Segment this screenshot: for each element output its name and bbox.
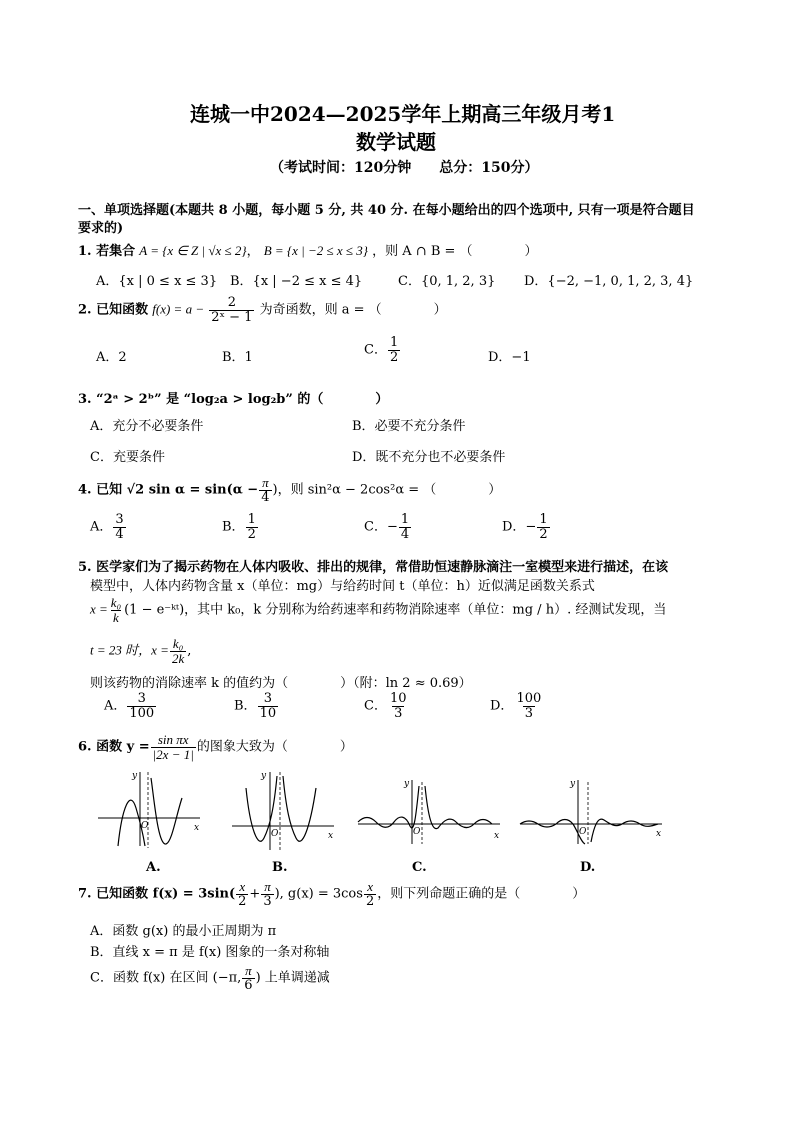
graph-b-x-label: x — [328, 831, 334, 841]
q7-six: 6 — [244, 977, 253, 993]
graph-d-label: D. — [580, 860, 596, 875]
q1-option-a: A．{x | 0 ≤ x ≤ 3} — [96, 274, 218, 289]
q5-opt-c-num: 10 — [389, 691, 407, 706]
q7-opt-c-post: ) 上单调递减 — [255, 970, 330, 986]
q2-optc-num: 1 — [389, 335, 399, 350]
q4-option-c — [364, 513, 412, 541]
q5-option-b — [234, 692, 279, 720]
q3-option-a: A．充分不必要条件 — [90, 419, 204, 434]
q5-opt-d-label: D． — [490, 698, 514, 714]
question-5-line1: 5. 医学家们为了揭示药物在人体内吸收、排出的规律，常借助恒速静脉滴注一室模型来进行描述，在该 — [78, 560, 669, 575]
graph-a-label: A. — [146, 860, 161, 875]
graph-c-label: C. — [412, 860, 427, 875]
q6-ask: 的图象大致为（ ） — [196, 739, 353, 755]
q1-set-b: B = {x | −2 ≤ x ≤ 3} — [263, 243, 368, 258]
graph-d-origin: O — [579, 827, 587, 837]
q1-prefix: 1. 若集合 — [78, 244, 136, 259]
q4-opt-a-den: 4 — [115, 526, 124, 542]
question-5-line4 — [90, 637, 191, 665]
q7-twob: 2 — [365, 893, 375, 909]
graph-d-y-label: y — [570, 779, 576, 789]
graph-c — [356, 776, 506, 846]
q7-two: 2 — [238, 893, 247, 909]
exam-title: 连城一中2024—2025学年上期高三年级月考1 — [190, 102, 616, 126]
q5-opt-a-num: 3 — [137, 691, 146, 706]
section-heading-cont: 要求的) — [78, 221, 124, 236]
q4-option-b — [222, 513, 259, 541]
q5-opt-a-den: 100 — [129, 705, 155, 721]
q3-option-c: C．充要条件 — [90, 450, 165, 465]
q4-prefix: 4. 已知 √2 sin α = sin(α − — [78, 482, 259, 498]
q6-prefix: 6. 函数 y = — [78, 739, 150, 755]
question-6 — [78, 733, 353, 761]
question-5-line3 — [90, 596, 666, 624]
q4-opt-c-label: C． — [364, 519, 387, 535]
q2-ask: 为奇函数，则 a = （ ） — [259, 302, 447, 318]
q4-ask: )，则 sin²α − 2cos²α = （ ） — [272, 482, 502, 498]
q5-opt-c-den: 3 — [394, 705, 403, 721]
graph-c-curve-left — [358, 786, 419, 828]
graph-b-curve-right — [283, 776, 316, 841]
q5-k0-over-k — [109, 596, 123, 624]
q5-k0b: k₀ — [172, 636, 184, 651]
graph-a-curve-right — [151, 778, 182, 844]
q4-pi: π — [262, 475, 269, 490]
q5-2k: 2k — [171, 650, 185, 666]
graph-a-y-label: y — [132, 771, 138, 781]
q7-pi-over-6 — [242, 964, 254, 992]
q4-opt-d-label: D． — [502, 519, 526, 535]
q4-opt-d-sign: − — [525, 519, 537, 535]
q2-option-c-frac — [388, 336, 400, 364]
q5-opt-c-label: C． — [364, 698, 387, 714]
q5-option-d — [490, 692, 544, 720]
q2-num: 2 — [227, 295, 236, 310]
q3-option-b: B．必要不充分条件 — [352, 419, 466, 434]
q4-option-a — [90, 513, 127, 541]
q4-opt-c-sign: − — [386, 519, 398, 535]
q5-x-eq: x = — [90, 601, 108, 617]
q5-k0-over-2k — [170, 637, 186, 665]
q7-pi-over-3 — [261, 880, 273, 908]
graph-b-label: B. — [272, 860, 288, 875]
question-2 — [78, 296, 447, 324]
q7-prefix: 7. 已知函数 f(x) = 3sin( — [78, 886, 236, 902]
q3-option-d: D．既不充分也不必要条件 — [352, 450, 506, 465]
q7-three: 3 — [263, 893, 272, 909]
q4-opt-a-num: 3 — [115, 512, 124, 527]
graph-c-x-label: x — [494, 831, 500, 841]
q5-line4-post: , — [187, 643, 192, 659]
q5-t23: t = 23 时，x = — [90, 642, 169, 658]
q5-option-c — [364, 692, 410, 720]
q6-fraction — [151, 733, 196, 761]
q7-plus: + — [249, 886, 261, 902]
q4-opt-b-num: 1 — [247, 512, 256, 527]
q2-den: 2ˣ − 1 — [211, 309, 253, 325]
graph-a — [96, 768, 206, 848]
q4-opt-d-den: 2 — [539, 526, 548, 542]
graph-b — [230, 768, 340, 853]
q6-den: |2x − 1| — [152, 746, 194, 762]
question-5-line2: 模型中，人体内药物含量 x（单位：mg）与给药时间 t（单位：h）近似满足函数关系式 — [90, 579, 595, 594]
graph-a-svg — [96, 768, 206, 848]
q7-x: x — [239, 879, 246, 894]
question-7 — [78, 880, 585, 908]
graph-a-x-label: x — [194, 823, 200, 833]
q2-function: f(x) = a − — [152, 301, 205, 317]
subject-title: 数学试题 — [356, 130, 436, 154]
question-4 — [78, 476, 501, 504]
graph-d-curve-right — [591, 819, 658, 842]
q6-num: sin πx — [157, 732, 189, 747]
q4-opt-d-num: 1 — [539, 512, 548, 527]
q7-ask: ，则下列命题正确的是（ ） — [377, 886, 586, 902]
q4-four: 4 — [261, 489, 270, 505]
exam-info: （考试时间：120分钟 总分：150分） — [270, 160, 539, 176]
q2-option-c — [364, 336, 401, 364]
q5-opt-b-frac — [258, 692, 279, 720]
q5-opt-b-num: 3 — [263, 691, 272, 706]
graph-c-y-label: y — [404, 779, 410, 789]
q5-opt-a-frac — [127, 692, 156, 720]
q1-option-c: C．{0, 1, 2, 3} — [398, 274, 496, 289]
q4-opt-a-frac — [113, 513, 125, 541]
q2-option-a: A．2 — [96, 350, 127, 365]
q5-opt-a-label: A． — [104, 698, 127, 714]
graph-c-curve-right — [425, 786, 492, 829]
q7-option-b: B．直线 x = π 是 f(x) 图象的一条对称轴 — [90, 945, 330, 960]
q5-line3-mid: (1 − e⁻ᵏᵗ)，其中 k₀，k 分别称为给药速率和药物消除速率（单位：mg / h）. 经测试发现，当 — [124, 602, 667, 618]
q4-opt-a-label: A． — [90, 519, 113, 535]
q4-opt-b-label: B． — [222, 519, 245, 535]
q5-opt-b-den: 10 — [259, 705, 277, 721]
q4-opt-b-frac — [246, 513, 258, 541]
graph-c-origin: O — [413, 827, 421, 837]
q7-pi-c: π — [245, 963, 252, 978]
question-3: 3. “2ᵃ > 2ᵇ” 是 “log₂a > log₂b” 的（ ） — [78, 392, 389, 407]
q4-opt-c-den: 4 — [400, 526, 410, 542]
q2-option-c-label: C． — [364, 342, 387, 358]
graph-d-curve-left — [520, 820, 585, 845]
q2-fraction — [209, 296, 254, 324]
q5-opt-d-num: 100 — [516, 691, 542, 706]
q5-opt-c-frac — [388, 692, 409, 720]
q7-mid: ), g(x) = 3cos — [274, 886, 363, 902]
q2-option-b: B．1 — [222, 350, 253, 365]
question-5-line5: 则该药物的消除速率 k 的值约为（ ）（附：ln 2 ≈ 0.69） — [90, 676, 472, 691]
q1-ask: ，则 A ∩ B = （ ） — [372, 244, 538, 259]
q4-option-d — [502, 513, 551, 541]
graph-a-origin: O — [141, 821, 149, 831]
graph-d-svg — [518, 776, 668, 846]
graph-c-svg — [356, 776, 506, 846]
graph-b-y-label: y — [261, 771, 267, 781]
graph-d — [518, 776, 668, 846]
q7-opt-c-pre: C．函数 f(x) 在区间 (−π, — [90, 970, 242, 986]
question-1: 1. 若集合 A = {x ∈ Z | √x ≤ 2}， B = {x | −2 ≤ x ≤ 3} ，则 A ∩ B = （ ） — [78, 243, 538, 259]
q4-opt-c-num: 1 — [400, 512, 410, 527]
graph-b-origin: O — [271, 829, 279, 839]
q4-opt-d-frac — [537, 513, 549, 541]
q1-option-d: D．{−2, −1, 0, 1, 2, 3, 4} — [524, 274, 694, 289]
q7-pi: π — [264, 879, 271, 894]
q7-option-c — [90, 964, 330, 992]
q7-option-a: A．函数 g(x) 的最小正周期为 π — [90, 924, 277, 939]
q1-option-b: B．{x | −2 ≤ x ≤ 4} — [230, 274, 363, 289]
q5-opt-d-frac — [514, 692, 543, 720]
q4-opt-b-den: 2 — [247, 526, 256, 542]
q5-option-a — [104, 692, 157, 720]
q1-set-a: A = {x ∈ Z | √x ≤ 2} — [139, 243, 247, 258]
graph-b-svg — [230, 768, 340, 853]
q2-prefix: 2. 已知函数 — [78, 302, 149, 318]
q5-opt-b-label: B． — [234, 698, 257, 714]
q5-k0: k₀ — [110, 595, 122, 610]
graph-d-x-label: x — [656, 829, 662, 839]
q2-option-d: D．−1 — [488, 350, 531, 365]
q4-opt-c-frac — [399, 513, 411, 541]
q7-x-over-2 — [236, 880, 248, 908]
q7-xb: x — [367, 879, 373, 894]
q5-opt-d-den: 3 — [524, 705, 533, 721]
section-heading: 一、单项选择题(本题共 8 小题，每小题 5 分, 共 40 分. 在每小题给出的四个选项中, 只有一项是符合题目 — [78, 203, 695, 218]
q5-k: k — [113, 609, 119, 625]
q2-optc-den: 2 — [389, 349, 399, 365]
q4-pi-frac — [259, 476, 271, 504]
q7-x-over-2b — [364, 880, 376, 908]
